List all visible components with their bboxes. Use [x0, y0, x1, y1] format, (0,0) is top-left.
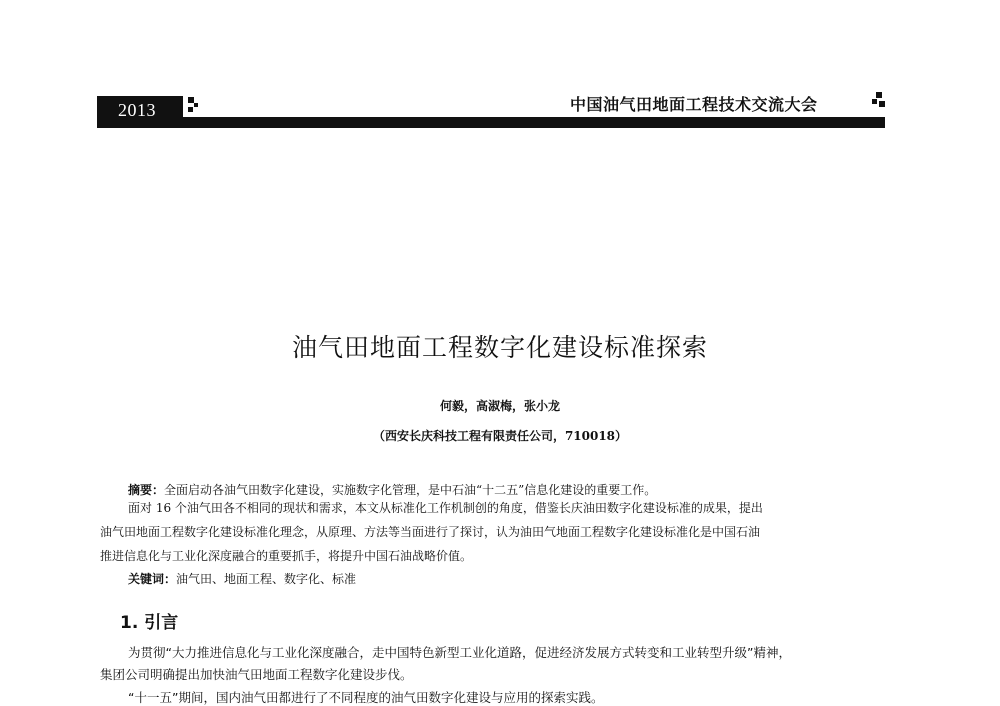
keywords-line	[128, 570, 356, 587]
abstract-line-1	[128, 481, 656, 498]
header-year: 2013	[118, 100, 156, 120]
paper-title: 油气田地面工程数字化建设标准探索	[291, 333, 708, 362]
keywords-label: 关键词：	[128, 572, 177, 586]
author-list: 何毅，高淑梅，张小龙	[439, 399, 560, 413]
body-line-1: 为贯彻“大力推进信息化与工业化深度融合，走中国特色新型工业化道路，促进经济发展方式转变和工业转型升级”精神，	[128, 645, 791, 660]
section-heading: 1. 引言	[120, 613, 179, 633]
abstract-line-4: 推进信息化与工业化深度融合的重要抓手，将提升中国石油战略价值。	[100, 549, 473, 563]
body-line-2: 集团公司明确提出加快油气田地面工程数字化建设步伐。	[100, 667, 413, 682]
conference-name: 中国油气田地面工程技术交流大会	[570, 95, 818, 114]
abstract-line-3: 油气田地面工程数字化建设标准化理念，从原理、方法等当面进行了探讨，认为油田气地面工程数字化建设标准化是中国石油	[100, 525, 761, 539]
keywords-text: 油气田、地面工程、数字化、标准	[176, 572, 357, 586]
header-rule	[97, 117, 885, 128]
abstract-line-2: 面对 16 个油气田各不相同的现状和需求，本文从标准化工作机制创的角度，借鉴长庆油田数字化建设标准的成果，提出	[128, 501, 763, 515]
abstract-label: 摘要：	[128, 483, 165, 497]
author-affiliation: （西安长庆科技工程有限责任公司，710018）	[372, 429, 628, 443]
abstract-text-1: 全面启动各油气田数字化建设，实施数字化管理，是中石油“十二五”信息化建设的重要工作。	[164, 483, 657, 497]
body-line-3: “十一五”期间，国内油气田都进行了不同程度的油气田数字化建设与应用的探索实践。	[128, 690, 604, 705]
